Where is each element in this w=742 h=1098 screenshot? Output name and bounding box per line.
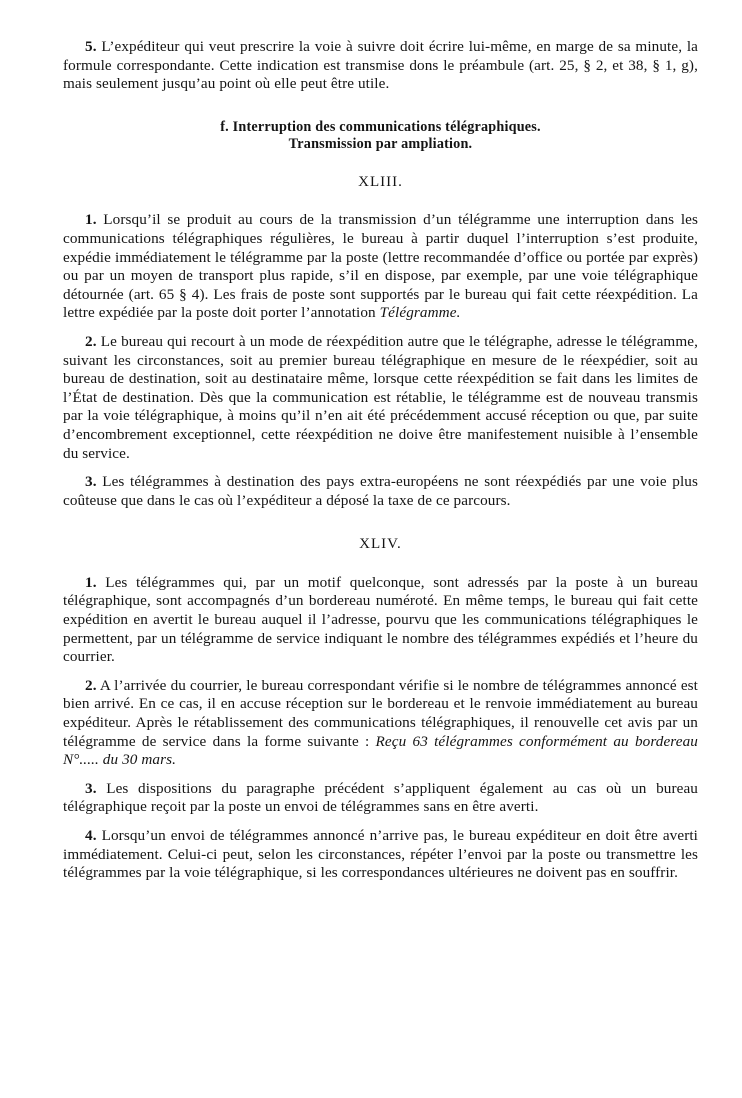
section-heading — [63, 119, 698, 153]
paragraph-5 — [63, 38, 698, 94]
paragraph-text: Les télégrammes qui, par un motif quelconque, sont adressés par la poste à un bureau télégraphique, sont accompagnés d’un bordereau numéroté. En même temps, le bureau qui fait cette expédition en avertit le bureau auquel il l’adresse, pourvu que les communications télégraphiques le permettent, par un télégramme de service indiquant le nombre des télégrammes expédiés et l’heure du courrier. — [63, 573, 698, 666]
paragraph-number: 3. — [85, 473, 97, 491]
paragraph-number: 3. — [85, 779, 97, 797]
section-heading-line-1: f. Interruption des communications télégraphiques. — [220, 118, 541, 135]
paragraph-text: A l’arrivée du courrier, le bureau correspondant vérifie si le nombre de télégrammes annoncé est bien arrivé. En ce cas, il en accuse réception sur le bordereau et le renvoie immédiatement au bureau expéditeur. Après le rétablissement des communications télégraphiques, il renouvelle cet avis par un télégramme de service dans la forme suivante : — [63, 676, 698, 750]
article-44-paragraph-1 — [63, 574, 698, 667]
article-44-paragraph-2 — [63, 677, 698, 770]
paragraph-number: 4. — [85, 827, 97, 844]
paragraph-number: 2. — [85, 332, 97, 350]
article-44-paragraph-3 — [63, 780, 698, 817]
article-title-43: XLIII. — [358, 173, 403, 190]
article-title-44: XLIV. — [359, 536, 402, 553]
article-43-paragraph-3 — [63, 473, 698, 510]
paragraph-number: 5. — [85, 38, 97, 55]
paragraph-text: Lorsqu’il se produit au cours de la transmission d’un télégramme une interruption dans les communications télégraphiques régulières, le bureau à partir duquel l’interruption s’est produite, expédie immédiatement le télégramme par la poste (lettre recommandée d’office ou portée par exprès) ou par un moyen de transport plus rapide, s’il en dispose, par exemple, par une voie télégraphique détournée (art. 65 § 4). Les frais de poste sont supportés par le bureau qui fait cette réexpédition. La lettre expédiée par la poste doit porter l’annotation — [63, 211, 698, 322]
paragraph-italic-text: Télégramme. — [379, 304, 461, 322]
paragraph-number: 1. — [85, 211, 97, 229]
section-heading-line-2: Transmission par ampliation. — [288, 135, 473, 152]
paragraph-text: Lorsqu’un envoi de télégrammes annoncé n’arrive pas, le bureau expéditeur en doit être averti immédiatement. Celui-ci peut, selon les circonstances, répéter l’envoi par la poste ou transmettre les télégrammes par la voie télégraphique, si les correspondances ultérieures ne doivent pas en souffrir. — [63, 827, 698, 882]
paragraph-text: Les télégrammes à destination des pays extra-européens ne sont réexpédiés par une voie plus coûteuse que dans le cas où l’expéditeur a déposé la taxe de ce parcours. — [63, 473, 698, 509]
paragraph-text: L’expéditeur qui veut prescrire la voie à suivre doit écrire lui-même, en marge de sa minute, la formule correspondante. Cette indication est transmise dons le préambule (art. 25, § 2, et 38, § 1, g), mais seulement jusqu’au point où elle peut être utile. — [63, 38, 698, 93]
paragraph-text: Le bureau qui recourt à un mode de réexpédition autre que le télégraphe, adresse le télégramme, suivant les circonstances, soit au premier bureau télégraphique en mesure de le réexpédier, soit au bureau de destination, soit au destinataire même, lorsque cette réexpédition se fait dans les limites de l’État de destination. Dès que la communication est rétablie, le télégramme est de nouveau transmis par la voie télégraphique, à moins qu’il n’en ait été précédemment accusé réception ou que, par suite d’encombrement exceptionnel, cette réexpédition ne doive être manifestement nuisible à l’ensemble du service. — [63, 332, 698, 462]
paragraph-italic-text: Reçu 63 télégrammes conformément au bordereau N°..... du 30 mars. — [63, 732, 698, 769]
article-43-paragraph-2 — [63, 333, 698, 463]
article-44-paragraph-4 — [63, 827, 698, 883]
paragraph-number: 1. — [85, 573, 97, 591]
paragraph-text: Les dispositions du paragraphe précédent s’appliquent également au cas où un bureau télégraphique reçoit par la poste un envoi de télégrammes sans en être averti. — [63, 779, 698, 816]
article-43-paragraph-1 — [63, 211, 698, 323]
paragraph-number: 2. — [85, 676, 97, 694]
